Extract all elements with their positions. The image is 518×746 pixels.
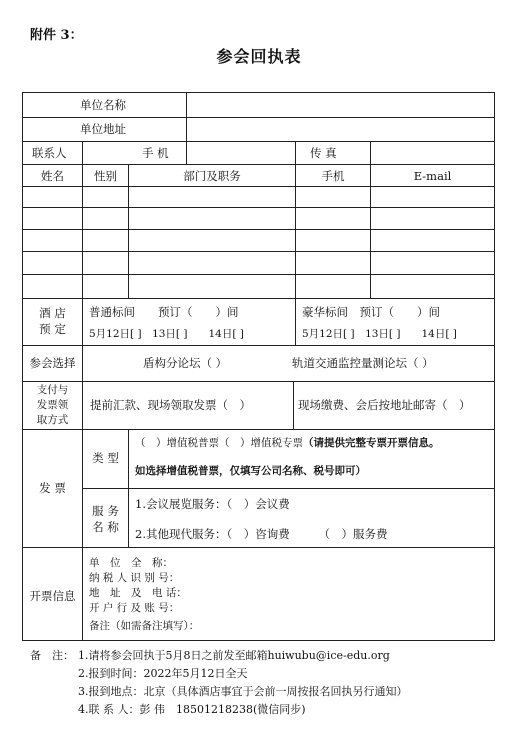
notes-label: 备 注： bbox=[30, 649, 74, 662]
col-email: E-mail bbox=[413, 169, 452, 183]
mobile-label: 手 机 bbox=[142, 146, 169, 160]
billing-remarks[interactable]: 备注（如需备注填写）： bbox=[89, 620, 200, 632]
col-name: 姓名 bbox=[41, 169, 64, 183]
billing-address-phone[interactable]: 地 址 及 电 话： bbox=[89, 587, 187, 599]
invoice-type-options[interactable] bbox=[135, 436, 440, 450]
contact-label: 联系人 bbox=[32, 146, 67, 160]
attachment-label: 附件 3： bbox=[30, 28, 83, 43]
meeting-option-shield[interactable]: 盾构分论坛（ ） bbox=[143, 356, 228, 370]
unit-name-field[interactable] bbox=[187, 93, 493, 116]
mobile-field[interactable] bbox=[187, 142, 294, 163]
note-line-4: 4.联 系 人：彭 伟 18501218238(微信同步) bbox=[78, 703, 306, 716]
note-line-3: 3.报到地点：北京（具体酒店事宜于会前一周按报名回执另行通知） bbox=[78, 685, 408, 698]
fax-field[interactable] bbox=[371, 142, 493, 163]
hotel-label-1: 酒 店 bbox=[39, 306, 66, 320]
invoice-type-label: 类 型 bbox=[92, 451, 119, 465]
payment-label-2: 发票领 bbox=[36, 399, 69, 411]
hotel-standard-dates[interactable]: 5月12日[ ] 13日[ ] 14日[ ] bbox=[89, 328, 244, 340]
meeting-label: 参会选择 bbox=[29, 356, 76, 370]
invoice-type-note: （请提供完整专票开票信息。 bbox=[303, 437, 440, 449]
hotel-standard-room[interactable]: 普通标间 预订（ ）间 bbox=[89, 305, 239, 319]
invoice-service-meeting[interactable]: 1.会议展览服务：（ ）会议费 bbox=[135, 497, 290, 511]
col-gender: 性别 bbox=[94, 169, 117, 183]
invoice-service-label-2: 名 称 bbox=[92, 520, 119, 534]
contact-field[interactable] bbox=[83, 142, 185, 163]
hotel-label-2: 预 定 bbox=[39, 322, 66, 336]
unit-address-field[interactable] bbox=[187, 118, 493, 140]
note-line-2: 2.报到时间：2022年5月12日全天 bbox=[78, 667, 248, 680]
note-line-1: 1.请将参会回执于5月8日之前发至邮箱huiwubu@ice-edu.org bbox=[78, 649, 390, 662]
col-department: 部门及职务 bbox=[183, 169, 241, 183]
payment-option-prepay[interactable]: 提前汇款、现场领取发票（ ） bbox=[90, 398, 251, 412]
invoice-type-note-2: 如选择增值税普票，仅填写公司名称、税号即可） bbox=[135, 465, 366, 477]
payment-label-1: 支付与 bbox=[36, 384, 69, 396]
hotel-luxury-room[interactable]: 豪华标间 预订（ ）间 bbox=[302, 305, 440, 319]
page-title: 参会回执表 bbox=[216, 47, 302, 66]
invoice-type-normal[interactable]: （ ）增值税普票（ ）增值税专票 bbox=[135, 437, 303, 449]
col-mobile: 手机 bbox=[321, 169, 345, 183]
unit-address-label: 单位地址 bbox=[80, 122, 126, 136]
attendee-rows[interactable] bbox=[23, 187, 494, 297]
invoice-service-label-1: 服 务 bbox=[92, 504, 119, 518]
billing-company-name[interactable]: 单 位 全 称： bbox=[89, 557, 173, 569]
invoice-service-other[interactable]: 2.其他现代服务：（ ）咨询费 （ ）服务费 bbox=[135, 527, 388, 541]
fax-label: 传 真 bbox=[310, 146, 337, 160]
billing-label: 开票信息 bbox=[29, 589, 76, 603]
payment-option-onsite[interactable]: 现场缴费、会后按地址邮寄（ ） bbox=[298, 398, 471, 412]
billing-bank-account[interactable]: 开 户 行 及 账 号： bbox=[89, 602, 180, 614]
invoice-label: 发 票 bbox=[39, 481, 66, 495]
billing-tax-id[interactable]: 纳 税 人 识 别 号： bbox=[89, 572, 180, 584]
meeting-option-rail[interactable]: 轨道交通监控量测论坛（ ） bbox=[292, 356, 434, 370]
hotel-luxury-dates[interactable]: 5月12日[ ] 13日[ ] 14日[ ] bbox=[302, 328, 457, 340]
unit-name-label: 单位名称 bbox=[80, 98, 126, 112]
payment-label-3: 取方式 bbox=[36, 414, 69, 426]
